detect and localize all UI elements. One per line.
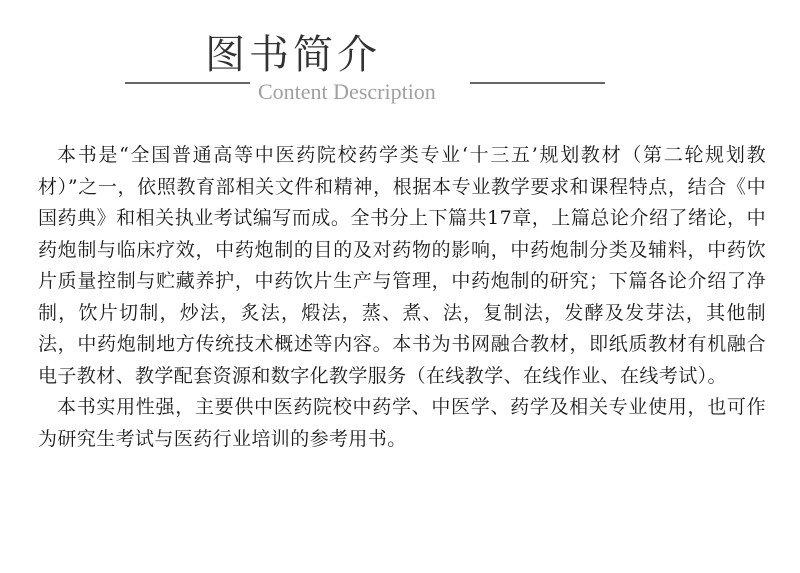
decorative-line-right [470, 82, 605, 84]
section-header [0, 0, 800, 120]
description-paragraph: 本书实用性强，主要供中医药院校中药学、中医学、药学及相关专业使用，也可作为研究生考试与医药行业培训的参考用书。 [38, 396, 766, 450]
description-body [38, 140, 766, 455]
description-paragraph: 本书是“全国普通高等中医药院校药学类专业‘十三五’规划教材（第二轮规划教材）”之一，依照教育部相关文件和精神，根据本专业教学要求和课程特点，结合《中国药典》和相关执业考试编写而成。全书分上下篇共17章，上篇总论介绍了绪论，中药炮制与临床疗效，中药炮制的目的及对药物的影响，中药炮制分类及辅料，中药饮片质量控制与贮藏养护，中药饮片生产与管理，中药炮制的研究；下篇各论介绍了净制，饮片切制，炒法，炙法，煅法，蒸、煮、法，复制法，发酵及发芽法，其他制法，中药炮制地方传统技术概述等内容。本书为书网融合教材，即纸质教材有机融合电子教材、教学配套资源和数字化教学服务（在线教学、在线作业、在线考试）。 [38, 144, 766, 387]
section-subtitle: Content Description [258, 79, 436, 104]
section-title: 图书简介 [205, 32, 381, 78]
decorative-line-left [125, 82, 250, 84]
